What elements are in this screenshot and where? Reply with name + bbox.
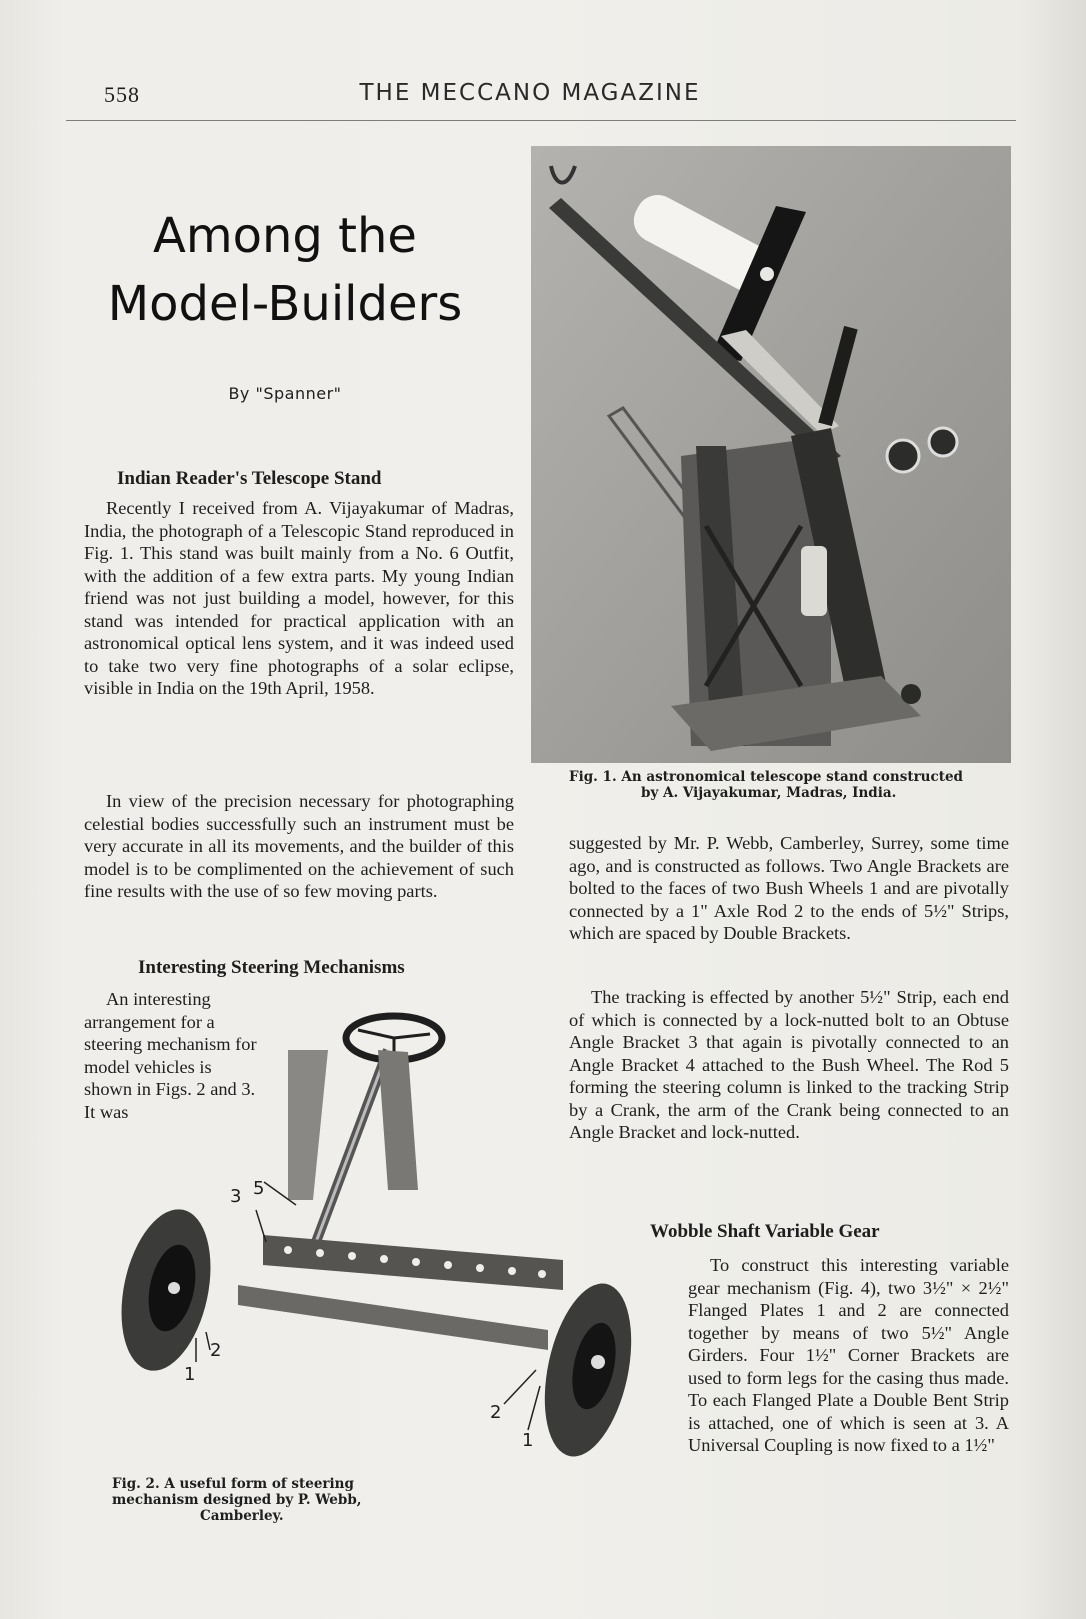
fig1-caption-line-1: Fig. 1. An astronomical telescope stand constructed <box>569 769 963 785</box>
fig1-caption <box>569 769 1009 801</box>
fig1-caption-line-2: by A. Vijayakumar, Madras, India. <box>641 785 897 801</box>
paragraph-wobble-shaft-1: To construct this interesting variable gear mechanism (Fig. 4), two 3½" × 2½" Flanged Plates 1 and 2 are connected together by means of two 5½" Angle Girders. Four 1½" Corner Brackets are used to form legs for the casing thus made. To each Flanged Plate a Double Bent Strip is attached, one of which is seen at 3. A Universal Coupling is now fixed to a 1½" <box>688 1255 1009 1455</box>
fig2-caption-line-1: Fig. 2. A useful form of steering <box>112 1476 354 1492</box>
paragraph-telescope-2: In view of the precision necessary for photographing celestial bodies successfully such an instrument must be very accurate in all its movements, and the builder of this model is to be complimented on the achievement of such fine results with the use of so few moving parts. <box>84 791 514 901</box>
article-title <box>90 202 480 338</box>
byline: By "Spanner" <box>228 384 342 403</box>
header-rule <box>66 120 1016 121</box>
fig2-caption-line-3: Camberley. <box>200 1508 284 1524</box>
paragraph-steering-1: An interesting arrangement for a steering mechanism for model vehicles is shown in Figs. 2 and 3. It was <box>84 989 257 1122</box>
telescope-stand-illustration <box>531 146 1011 763</box>
fig2-label-1-right: 1 <box>522 1430 534 1451</box>
section-heading-steering: Interesting Steering Mechanisms <box>138 957 405 978</box>
title-line-2: Model-Builders <box>107 276 463 332</box>
fig2-label-3: 3 <box>230 1186 242 1207</box>
section-heading-wobble-shaft: Wobble Shaft Variable Gear <box>650 1221 880 1242</box>
paragraph-steering-2: suggested by Mr. P. Webb, Camberley, Surrey, some time ago, and is constructed as follows. Two Angle Brackets are bolted to the faces of two Bush Wheels 1 and are pivotally connected by a 1" Axle Rod 2 to the ends of 5½" Strips, which are spaced by Double Brackets. <box>569 833 1009 943</box>
paragraph-steering-3: The tracking is effected by another 5½" Strip, each end of which is connected by a lock-nutted bolt to an Obtuse Angle Bracket 3 that again is pivotally connected to an Angle Bracket 4 attached to the Bush Wheel. The Rod 5 forming the steering column is linked to the tracking Strip by a Crank, the arm of the Crank being connected to an Angle Bracket and lock-nutted. <box>569 987 1009 1142</box>
fig2-label-1-left: 1 <box>184 1364 196 1385</box>
fig2-label-5: 5 <box>253 1178 265 1199</box>
fig2-label-2-left: 2 <box>210 1340 222 1361</box>
paragraph-telescope-1: Recently I received from A. Vijayakumar of Madras, India, the photograph of a Telescopic Stand reproduced in Fig. 1. This stand was built mainly from a No. 6 Outfit, with the addition of a few extra parts. My young Indian friend was not just building a model, however, for this stand was intended for practical application with an astronomical optical lens system, and it was indeed used to take two very fine photographs of a solar eclipse, visible in India on the 19th April, 1958. <box>84 498 514 698</box>
running-title: THE MECCANO MAGAZINE <box>359 80 701 106</box>
section-heading-telescope: Indian Reader's Telescope Stand <box>117 468 382 489</box>
page-number: 558 <box>104 82 140 107</box>
title-line-1: Among the <box>153 208 417 264</box>
fig2-caption-line-2: mechanism designed by P. Webb, <box>112 1492 362 1508</box>
fig2-label-2-right: 2 <box>490 1402 502 1423</box>
fig2-caption <box>112 1476 412 1524</box>
fig1-telescope-photo <box>531 146 1011 763</box>
